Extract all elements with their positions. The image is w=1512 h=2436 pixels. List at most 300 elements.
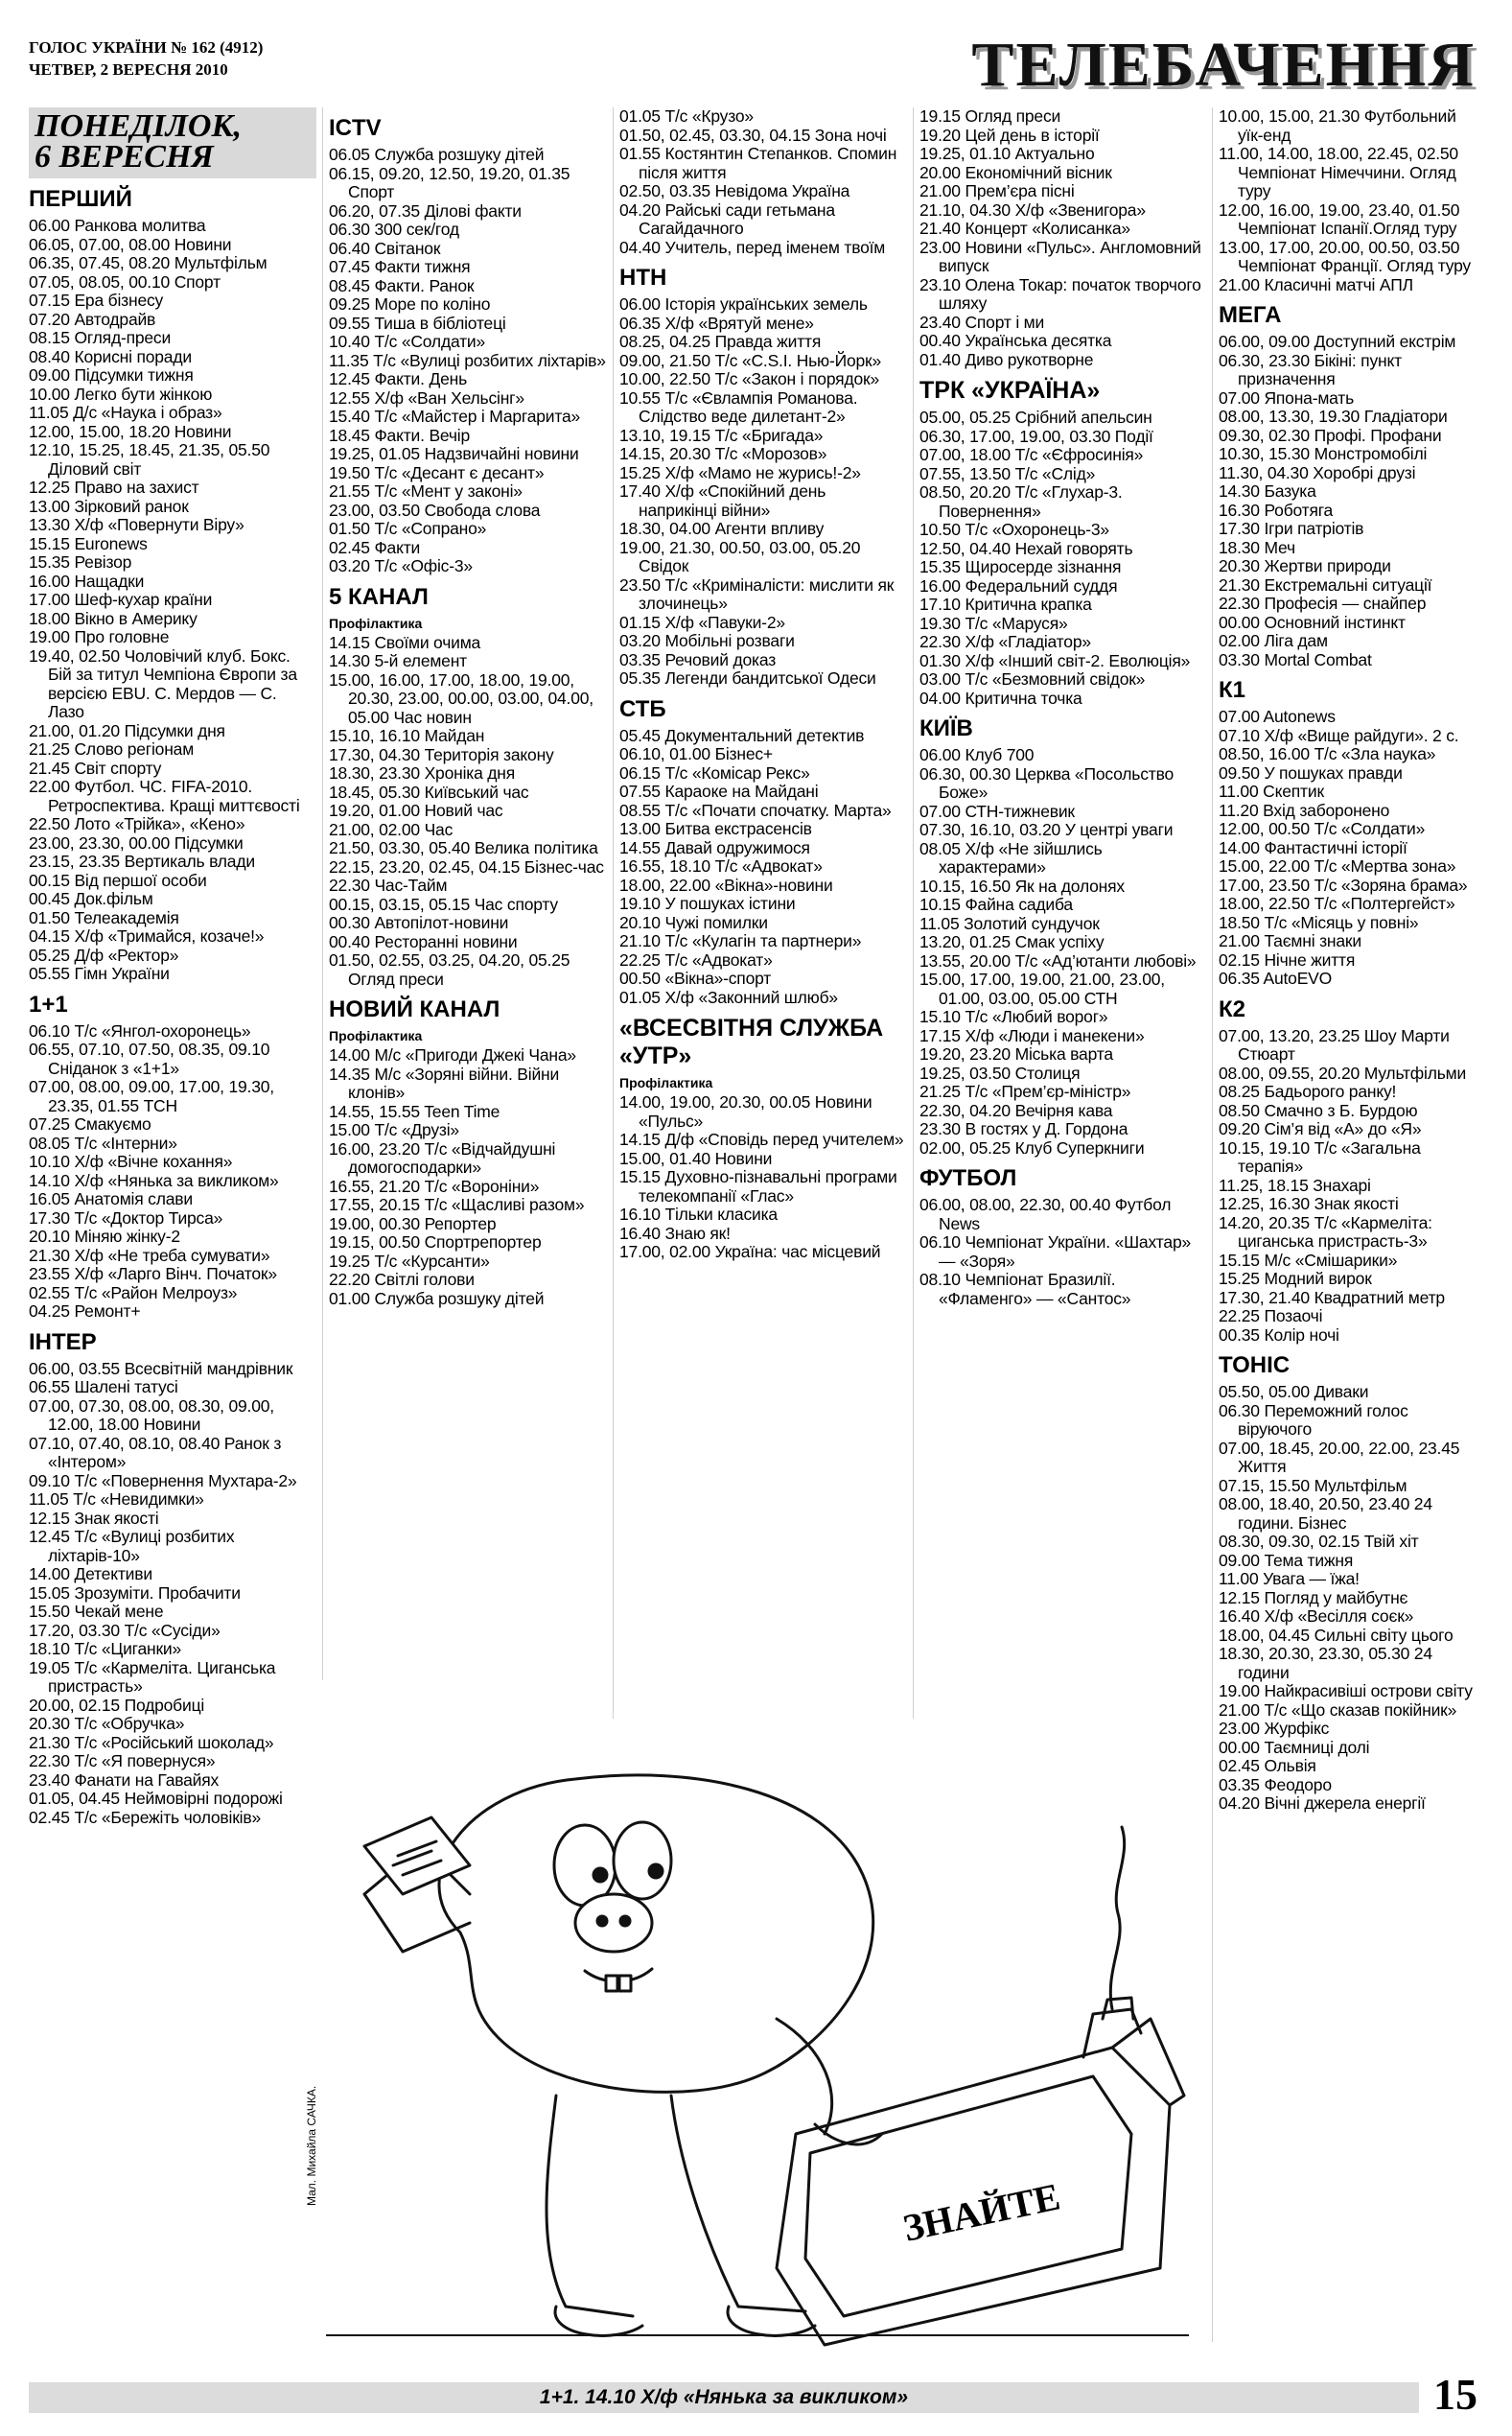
channel-block [1219,107,1482,294]
programme-entry: 08.50, 16.00 Т/с «Зла наука» [1219,744,1436,763]
programme-entry: 07.55, 13.50 Т/с «Слід» [919,463,1096,483]
programme-entry: 08.45 Факти. Ранок [329,275,475,295]
programme-entry: 04.20 Райські сади гетьмана Сагайдачного [619,199,835,238]
programme-entry: 23.10 Олена Токар: початок творчого шляху [919,274,1201,313]
programme-entry: 22.25 Позаочі [1219,1306,1323,1325]
programme-entry: 16.00 Нащадки [29,571,145,591]
programme-entry: 18.30, 23.30 Хроніка дня [329,763,516,783]
programme-entry: 23.55 Х/ф «Ларго Вінч. Початок» [29,1264,277,1283]
programme-entry: 07.45 Факти тижня [329,257,471,276]
programme-entry: 15.15 М/с «Смішарики» [1219,1250,1398,1270]
programme-entry: 21.00 Прем’єра пісні [919,181,1075,200]
programme-entry: 12.00, 15.00, 18.20 Новини [29,421,232,441]
programme-entry: 19.25, 01.10 Актуально [919,144,1095,163]
programme-entry: 21.10, 04.30 Х/ф «Звенигора» [919,199,1146,220]
programme-entry: 20.10 Чужі помилки [619,912,768,932]
programme-entry: 21.25 Слово регіонам [29,739,195,759]
programme-entry: 11.30, 04.30 Хоробрі друзі [1219,462,1416,482]
programme-entry: 14.15, 20.30 Т/с «Морозов» [619,444,827,463]
programme-entry: 06.00, 08.00, 22.30, 00.40 Футбол News [919,1195,1172,1233]
programme-entry: 04.00 Критична точка [919,688,1082,708]
programme-entry: 02.45 Ольвія [1219,1756,1316,1775]
programme-entry: 23.15, 23.35 Вертикаль влади [29,852,255,871]
channel-block [1219,1352,1482,1814]
programme-entry: 15.15 Euronews [29,533,148,553]
programme-entry: 01.05, 04.45 Неймовірні подорожі [29,1789,283,1808]
programme-entry: 06.20, 07.35 Ділові факти [329,200,522,221]
column-5 [1219,107,1482,1814]
channel-block [619,696,907,1008]
programme-entry: 19.30 Т/с «Маруся» [919,613,1068,633]
programme-entry: 12.55 Х/ф «Ван Хельсінг» [329,387,524,408]
programme-entry: 18.30, 04.00 Агенти впливу [619,519,825,538]
column-4 [919,107,1207,1308]
programme-entry: 07.00, 18.45, 20.00, 22.00, 23.45 Життя [1219,1438,1460,1476]
programme-entry: 09.20 Сім’я від «А» до «Я» [1219,1119,1422,1138]
channel-name: ФУТБОЛ [919,1165,1017,1191]
programme-entry: 15.15 Духовно-пізнавальні програми телекомпанії «Глас» [619,1167,897,1206]
programme-entry: 07.30, 16.10, 03.20 У центрі уваги [919,820,1174,839]
programme-entry: 13.55, 20.00 Т/с «Ад’ютанти любові» [919,950,1197,971]
programme-entry: 21.00, 02.00 Час [329,819,454,839]
programme-entry: 12.45 Факти. День [329,369,468,388]
programme-entry: 22.30 Професія — снайпер [1219,594,1427,613]
programme-entry: 02.00, 05.25 Клуб Суперкниги [919,1137,1145,1158]
programme-entry: 07.15, 15.50 Мультфільм [1219,1475,1407,1495]
channel-block [1219,677,1482,989]
programme-entry: 06.05, 07.00, 08.00 Новини [29,234,232,254]
programme-entry: 02.00 Ліга дам [1219,631,1328,650]
programme-entry: 18.00, 04.45 Сильні світу цього [1219,1625,1454,1645]
programme-entry: 13.00, 17.00, 20.00, 00.50, 03.50 Чемпіонат Франції. Огляд туру [1219,237,1471,275]
programme-entry: 03.35 Речовий доказ [619,649,777,669]
programme-entry: 14.35 М/с «Зоряні війни. Війни клонів» [329,1064,560,1102]
programme-entry: 06.55, 07.10, 07.50, 08.35, 09.10 Сніданок з «1+1» [29,1040,270,1078]
programme-entry: 04.20 Вічні джерела енергії [1219,1793,1426,1813]
programme-entry: 04.15 Х/ф «Тримайся, козаче!» [29,926,265,946]
programme-entry: 02.15 Нічне життя [1219,949,1356,970]
programme-entry: 01.50, 02.45, 03.30, 04.15 Зона ночі [619,125,887,145]
programme-entry: 23.00 Журфікс [1219,1719,1330,1738]
programme-entry: 00.50 «Вікна»-спорт [619,969,772,988]
programme-entry: 17.00, 02.00 Україна: час місцевий [619,1242,881,1261]
channel-block [29,1329,316,1828]
day-name: ПОНЕДІЛОК, [35,108,243,144]
programme-entry: 13.20, 01.25 Смак успіху [919,932,1105,951]
programme-entry: 15.00, 17.00, 19.00, 21.00, 23.00, 01.00, 03.00, 05.00 СТН [919,970,1165,1008]
programme-entry: 12.15 Погляд у майбутнє [1219,1587,1408,1607]
programme-entry: 11.00, 14.00, 18.00, 22.45, 02.50 Чемпіонат Німеччини. Огляд туру [1219,144,1458,200]
programme-entry: 05.50, 05.00 Диваки [1219,1382,1369,1401]
programme-entry: 09.25 Море по коліно [329,294,491,314]
programme-entry: 14.15 Д/ф «Сповідь перед учителем» [619,1130,904,1149]
programme-entry: 22.50 Лото «Трійка», «Кено» [29,814,245,833]
programme-entry: 19.40, 02.50 Чоловічий клуб. Бокс. Бій за титул Чемпіона Європи за версією EBU. С. Мердов — С. Лазо [29,645,297,721]
programme-entry: 14.00 Детективи [29,1564,152,1583]
channel-note: Профілактика [619,1075,713,1090]
programme-entry: 12.45 Т/с «Вулиці розбитих ліхтарів-10» [29,1527,235,1565]
programme-entry: 16.55, 21.20 Т/с «Вороніни» [329,1176,540,1196]
programme-entry: 20.00 Економічний вісник [919,162,1112,182]
programme-entry: 08.15 Огляд-преси [29,328,172,347]
programme-entry: 21.00 Таємні знаки [1219,931,1361,950]
programme-entry: 12.25 Право на захист [29,478,199,497]
footer-bar [29,2382,1419,2413]
programme-entry: 07.10 Х/ф «Вище райдуги». 2 с. [1219,725,1459,745]
programme-entry: 12.10, 15.25, 18.45, 21.35, 05.50 Діловий світ [29,440,270,479]
programme-entry: 22.25 Т/с «Адвокат» [619,949,773,970]
programme-entry: 14.30 Базука [1219,481,1316,501]
channel-name: 5 КАНАЛ [329,583,429,610]
programme-entry: 22.00 Футбол. ЧС. FIFA-2010. Ретроспектива. Кращі миттєвості [29,777,300,815]
channel-name: ІНТЕР [29,1328,97,1355]
programme-entry: 06.30, 17.00, 19.00, 03.30 Події [919,426,1153,446]
programme-entry: 18.30 Меч [1219,537,1295,557]
programme-entry: 18.00 Вікно в Америку [29,608,198,628]
day-date: 6 ВЕРЕСНЯ [35,139,214,175]
programme-entry: 20.00, 02.15 Подробиці [29,1695,205,1715]
programme-entry: 03.20 Мобільні розваги [619,631,795,650]
programme-entry: 22.15, 23.20, 02.45, 04.15 Бізнес-час [329,856,604,877]
programme-entry: 18.00, 22.00 «Вікна»-новини [619,875,833,895]
programme-entry: 08.10 Чемпіонат Бразилії. «Фламенго» — «Сантос» [919,1270,1131,1308]
programme-entry: 22.30, 04.20 Вечірня кава [919,1100,1113,1120]
programme-entry: 14.00 М/с «Пригоди Джекі Чана» [329,1045,576,1065]
programme-entry: 16.05 Анатомія слави [29,1189,193,1208]
programme-entry: 06.00 Історія українських земель [619,294,868,314]
programme-entry: 11.05 Золотий сундучок [919,913,1100,933]
programme-entry: 06.55 Шалені татусі [29,1377,178,1396]
programme-entry: 00.40 Ресторанні новини [329,931,518,951]
programme-entry: 14.00, 19.00, 20.30, 00.05 Новини «Пульс» [619,1092,872,1131]
programme-entry: 15.10, 16.10 Майдан [329,726,485,745]
programme-entry: 21.40 Концерт «Колисанка» [919,219,1130,238]
programme-entry: 07.00, 08.00, 09.00, 17.00, 19.30, 23.35, 01.55 ТСН [29,1077,274,1115]
programme-entry: 06.35 Х/ф «Врятуй мене» [619,313,814,333]
programme-entry: 22.20 Світлі голови [329,1270,475,1289]
programme-entry: 17.00 Шеф-кухар країни [29,590,213,609]
masthead [29,29,1481,101]
programme-entry: 08.50 Смачно з Б. Бурдою [1219,1100,1418,1120]
programme-entry: 13.00 Битва екстрасенсів [619,819,812,838]
programme-entry: 12.00, 16.00, 19.00, 23.40, 01.50 Чемпіонат Іспанії.Огляд туру [1219,199,1460,238]
channel-name: К1 [1219,677,1245,703]
programme-entry: 09.00, 21.50 Т/с «C.S.I. Нью-Йорк» [619,350,882,370]
channel-block [619,1015,907,1262]
channel-name: ТРК «УКРАЇНА» [919,377,1101,404]
channel-block [619,265,907,689]
section-title: ТЕЛЕБАЧЕННЯ [971,30,1476,100]
programme-entry: 06.35, 07.45, 08.20 Мультфільм [29,253,268,272]
programme-entry: 07.00 Autonews [1219,707,1336,726]
programme-entry: 10.30, 15.30 Монстромобілі [1219,444,1428,463]
programme-entry: 10.00, 22.50 Т/с «Закон і порядок» [619,369,879,388]
programme-entry: 06.15, 09.20, 12.50, 19.20, 01.35 Спорт [329,163,570,201]
programme-entry: 17.40 Х/ф «Спокійний день наприкінці війни» [619,481,826,520]
programme-entry: 01.00 Служба розшуку дітей [329,1288,545,1308]
cartoon-illustration [326,1731,1189,2362]
channel-block [29,186,316,984]
issue-line: ГОЛОС УКРАЇНИ № 162 (4912) [29,38,264,57]
programme-entry: 22.30 Час-Тайм [329,876,448,895]
programme-entry: 01.40 Диво рукотворне [919,349,1094,369]
programme-entry: 06.00, 09.00 Доступний екстрім [1219,332,1456,351]
programme-entry: 19.15 Огляд преси [919,106,1061,126]
programme-entry: 10.00 Легко бути жінкою [29,384,213,404]
programme-entry: 01.50 Т/с «Сопрано» [329,519,487,538]
programme-entry: 15.00 Т/с «Друзі» [329,1120,459,1139]
programme-entry: 08.00, 09.55, 20.20 Мультфільми [1219,1063,1467,1083]
programme-entry: 14.00 Фантастичні історії [1219,837,1407,857]
page-number: 15 [1433,2370,1477,2419]
programme-entry: 15.00, 01.40 Новини [619,1148,773,1168]
programme-entry: 19.00, 00.30 Репортер [329,1213,497,1233]
programme-entry: 18.45, 05.30 Київський час [329,782,529,802]
programme-entry: 12.00, 00.50 Т/с «Солдати» [1219,819,1426,838]
cartoon-sign-text: ЗНАЙТЕ [898,2174,1064,2250]
programme-entry: 17.20, 03.30 Т/с «Сусіди» [29,1620,221,1640]
programme-entry: 14.30 5-й елемент [329,651,467,670]
programme-entry: 10.15, 19.10 Т/с «Загальна терапія» [1219,1137,1421,1176]
programme-entry: 08.00, 18.40, 20.50, 23.40 24 години. Бізнес [1219,1494,1432,1533]
programme-entry: 19.25, 03.50 Столиця [919,1063,1081,1083]
programme-entry: 22.30 Х/ф «Гладіатор» [919,632,1091,651]
programme-entry: 03.35 Феодоро [1219,1774,1332,1794]
programme-entry: 21.00 Класичні матчі АПЛ [1219,274,1413,294]
channel-name: ПЕРШИЙ [29,186,132,212]
channel-block [919,377,1207,708]
programme-entry: 23.30 В гостях у Д. Гордона [919,1119,1128,1138]
programme-entry: 08.00, 13.30, 19.30 Гладіатори [1219,407,1448,426]
programme-entry: 04.40 Учитель, перед іменем твоїм [619,237,886,257]
footer-caption: 1+1. 14.10 Х/ф «Нянька за викликом» [539,2386,909,2408]
programme-entry: 10.00, 15.00, 21.30 Футбольний уїк-енд [1219,106,1456,145]
programme-entry: 13.00 Зірковий ранок [29,496,189,516]
programme-entry: 18.50 Т/с «Місяць у повні» [1219,912,1419,932]
programme-entry: 15.35 Ревізор [29,552,132,572]
programme-entry: 13.30 Х/ф «Повернути Віру» [29,515,244,534]
programme-entry: 06.00, 03.55 Всесвітній мандрівник [29,1358,293,1378]
programme-entry: 06.10, 01.00 Бізнес+ [619,744,773,763]
programme-entry: 00.15, 03.15, 05.15 Час спорту [329,894,558,914]
programme-entry: 09.00 Тема тижня [1219,1550,1354,1570]
programme-entry: 01.05 Х/ф «Законний шлюб» [619,987,838,1007]
channel-name: НОВИЙ КАНАЛ [329,996,500,1022]
programme-entry: 08.25, 04.25 Правда життя [619,332,822,351]
programme-entry: 07.20 Автодрайв [29,309,156,329]
programme-entry: 15.05 Зрозуміти. Пробачити [29,1582,241,1603]
programme-entry: 19.20 Цей день в історії [919,125,1100,145]
programme-entry: 01.05 Т/с «Крузо» [619,106,754,126]
channel-block [329,115,607,576]
programme-entry: 09.30, 02.30 Профі. Профани [1219,425,1442,445]
programme-entry: 11.35 Т/с «Вулиці розбитих ліхтарів» [329,350,606,370]
programme-entry: 16.30 Роботяга [1219,500,1334,520]
channel-name: НТН [619,265,667,291]
programme-entry: 09.00 Підсумки тижня [29,365,194,385]
programme-entry: 15.25 Модний вирок [1219,1269,1372,1288]
programme-entry: 14.55, 15.55 Teen Time [329,1101,500,1121]
programme-entry: 03.20 Т/с «Офіс-3» [329,556,473,575]
programme-entry: 18.30, 20.30, 23.30, 05.30 24 години [1219,1644,1432,1682]
programme-entry: 07.00, 18.00 Т/с «Єфросинія» [919,445,1144,464]
programme-entry: 23.00 Новини «Пульс». Англомовний випуск [919,237,1201,275]
column-3 [619,107,907,1262]
channel-block [29,992,316,1322]
programme-entry: 07.15 Ера бізнесу [29,291,164,310]
programme-entry: 18.45 Факти. Вечір [329,425,471,445]
programme-entry: 23.40 Фанати на Гавайях [29,1769,220,1790]
programme-entry: 06.30, 00.30 Церква «Посольство Боже» [919,763,1174,802]
programme-entry: 05.55 Гімн України [29,964,170,983]
programme-entry: 04.25 Ремонт+ [29,1301,141,1321]
programme-entry: 11.00 Увага — їжа! [1219,1569,1360,1588]
programme-entry: 09.50 У пошуках правди [1219,762,1403,783]
programme-entry: 00.15 Від першої особи [29,870,207,890]
programme-entry: 11.20 Вхід заборонено [1219,800,1390,820]
programme-entry: 23.50 Т/с «Криміналісти: мислити як злочинець» [619,574,895,613]
programme-entry: 19.15, 00.50 Спортрепортер [329,1232,542,1252]
programme-entry: 17.30 Ігри патріотів [1219,519,1364,538]
programme-entry: 21.00, 01.20 Підсумки дня [29,720,225,740]
programme-entry: 08.05 Х/ф «Не зійшлись характерами» [919,838,1103,877]
programme-entry: 09.10 Т/с «Повернення Мухтара-2» [29,1470,297,1490]
programme-entry: 06.40 Світанок [329,238,441,258]
programme-entry: 15.25 Х/ф «Мамо не журись!-2» [619,462,861,482]
programme-entry: 05.00, 05.25 Срібний апельсин [919,408,1152,427]
programme-entry: 00.45 Док.фільм [29,889,153,908]
programme-entry: 00.00 Таємниці долі [1219,1737,1370,1757]
programme-entry: 00.40 Українська десятка [919,331,1112,350]
programme-entry: 15.35 Щиросерде зізнання [919,557,1122,576]
programme-entry: 01.50, 02.55, 03.25, 04.20, 05.25 Огляд преси [329,950,570,989]
channel-name: МЕГА [1219,302,1282,328]
programme-entry: 09.55 Тиша в бібліотеці [329,313,506,333]
programme-entry: 08.25 Бадьорого ранку! [1219,1082,1397,1101]
programme-entry: 01.30 Х/ф «Інший світ-2. Еволюція» [919,650,1191,670]
programme-entry: 06.00 Ранкова молитва [29,216,206,235]
channel-block [1219,302,1482,669]
programme-entry: 00.00 Основний інстинкт [1219,612,1406,632]
programme-entry: 21.30 Х/ф «Не треба сумувати» [29,1245,270,1265]
channel-block [619,107,907,257]
programme-entry: 02.45 Т/с «Бережіть чоловіків» [29,1807,261,1827]
issue-date: ЧЕТВЕР, 2 ВЕРЕСНЯ 2010 [29,60,228,79]
programme-entry: 07.25 Смакуємо [29,1114,151,1134]
programme-entry: 17.30 Т/с «Доктор Тирса» [29,1207,223,1228]
programme-entry: 05.45 Документальний детектив [619,725,865,745]
programme-entry: 11.05 Т/с «Невидимки» [29,1489,204,1509]
channel-name: КИЇВ [919,715,973,741]
programme-entry: 00.35 Колір ночі [1219,1324,1339,1345]
programme-entry: 17.10 Критична крапка [919,595,1092,614]
channel-block [919,107,1207,369]
programme-entry: 20.30 Жертви природи [1219,556,1391,575]
programme-entry: 19.10 У пошуках істини [619,894,796,913]
channel-name: «ВСЕСВІТНЯ СЛУЖБА «УТР» [619,1015,884,1069]
programme-entry: 01.55 Костянтин Степанков. Спомин після життя [619,144,897,182]
programme-entry: 16.55, 18.10 Т/с «Адвокат» [619,856,823,876]
programme-entry: 06.30 300 сек/год [329,220,459,239]
programme-entry: 12.50, 04.40 Нехай говорять [919,538,1133,558]
programme-entry: 07.00, 07.30, 08.00, 08.30, 09.00, 12.00, 18.00 Новини [29,1395,274,1434]
programme-entry: 03.00 Т/с «Безмовний свідок» [919,669,1146,689]
channel-name: К2 [1219,995,1245,1022]
programme-entry: 21.50, 03.30, 05.40 Велика політика [329,838,598,857]
channel-note: Профілактика [329,1028,423,1043]
programme-entry: 19.25, 01.05 Надзвичайні новини [329,444,579,463]
programme-entry: 10.50 Т/с «Охоронець-3» [919,520,1109,539]
programme-entry: 07.00 Япона-мать [1219,387,1355,408]
programme-entry: 11.05 Д/с «Наука і образ» [29,403,222,422]
programme-entry: 23.00, 23.30, 00.00 Підсумки [29,832,244,853]
programme-entry: 19.25 Т/с «Курсанти» [329,1251,490,1271]
programme-entry: 16.00, 23.20 Т/с «Відчайдушні домогосподарки» [329,1138,556,1177]
channel-block [919,715,1207,1158]
programme-entry: 16.40 Знаю як! [619,1223,731,1243]
programme-entry: 08.40 Корисні поради [29,346,192,366]
programme-entry: 06.05 Служба розшуку дітей [329,145,545,164]
programme-entry: 01.15 Х/ф «Павуки-2» [619,612,785,632]
programme-entry: 14.15 Своїми очима [329,632,481,652]
programme-entry: 00.30 Автопілот-новини [329,913,509,932]
programme-entry: 23.00, 03.50 Свобода слова [329,500,541,520]
programme-entry: 17.00, 23.50 Т/с «Зоряна брама» [1219,875,1468,895]
programme-entry: 19.50 Т/с «Десант є десант» [329,462,545,482]
programme-entry: 17.30, 04.30 Територія закону [329,744,554,764]
programme-entry: 10.15, 16.50 Як на долонях [919,876,1125,896]
programme-entry: 02.50, 03.35 Невідома Україна [619,181,850,200]
channel-name: ТОНІС [1219,1352,1291,1378]
issue-info [29,36,263,81]
programme-entry: 08.55 Т/с «Почати спочатку. Марта» [619,800,892,820]
programme-entry: 18.10 Т/с «Циганки» [29,1639,182,1658]
programme-entry: 15.00, 16.00, 17.00, 18.00, 19.00, 20.30, 23.00, 00.00, 03.00, 04.00, 05.00 Час новин [329,669,593,727]
programme-entry: 10.15 Файна садиба [919,895,1073,914]
programme-entry: 07.05, 08.05, 00.10 Спорт [29,271,221,292]
programme-entry: 02.55 Т/с «Район Мелроуз» [29,1282,238,1302]
channel-name: 1+1 [29,991,68,1018]
programme-entry: 08.05 Т/с «Інтерни» [29,1133,177,1153]
programme-entry: 13.10, 19.15 Т/с «Бригада» [619,425,824,445]
column-1 [29,107,316,1827]
programme-entry: 15.40 Т/с «Майстер і Маргарита» [329,407,581,426]
programme-entry: 07.55 Караоке на Майдані [619,782,819,801]
channel-block [1219,996,1482,1346]
programme-entry: 19.05 Т/с «Кармеліта. Циганська пристрасть» [29,1657,276,1696]
programme-entry: 12.25, 16.30 Знак якості [1219,1194,1399,1213]
programme-entry: 10.10 Х/ф «Вічне кохання» [29,1152,233,1171]
programme-entry: 06.35 AutoEVO [1219,969,1333,988]
programme-entry: 15.10 Т/с «Любий ворог» [919,1007,1108,1026]
programme-entry: 19.00, 21.30, 00.50, 03.00, 05.20 Свідок [619,537,861,575]
programme-entry: 01.50 Телеакадемія [29,907,179,927]
programme-entry: 08.30, 09.30, 02.15 Твій хіт [1219,1532,1419,1551]
channel-block [329,996,607,1308]
programme-entry: 17.15 Х/ф «Люди і манекени» [919,1025,1145,1045]
channel-name: СТБ [619,695,666,722]
programme-entry: 20.10 Міняю жінку-2 [29,1227,180,1246]
programme-entry: 23.40 Спорт і ми [919,312,1045,332]
programme-entry: 21.30 Т/с «Російський шоколад» [29,1732,274,1752]
programme-entry: 18.00, 22.50 Т/с «Полтергейст» [1219,894,1455,913]
programme-entry: 21.25 Т/с «Прем’єр-міністр» [919,1082,1131,1101]
programme-entry: 16.40 Х/ф «Весілля соєк» [1219,1606,1414,1626]
programme-entry: 19.20, 23.20 Міська варта [919,1044,1113,1064]
programme-entry: 17.55, 20.15 Т/с «Щасливі разом» [329,1195,585,1214]
programme-entry: 11.25, 18.15 Знахарі [1219,1175,1371,1195]
channel-block [329,584,607,990]
